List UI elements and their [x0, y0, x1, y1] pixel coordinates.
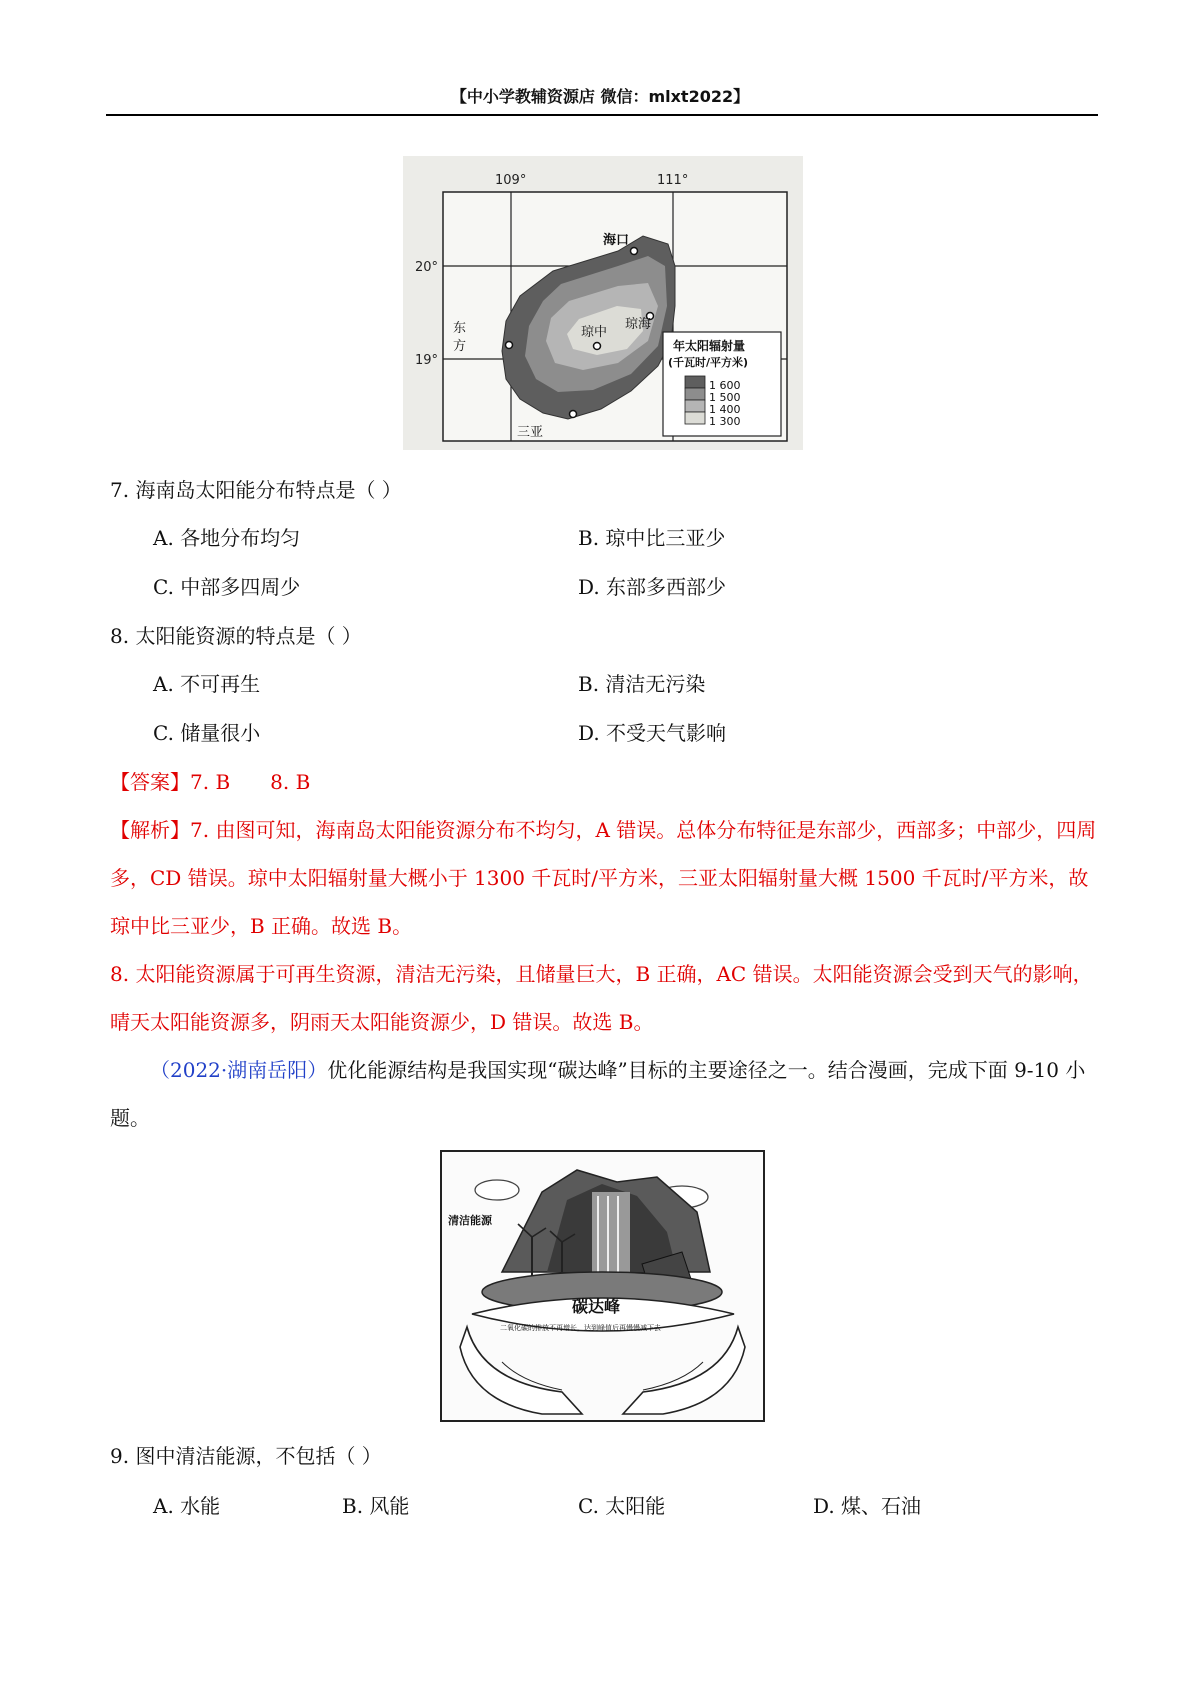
- place-label-haikou: 海口: [603, 233, 630, 248]
- q7-option-b: B. 琼中比三亚少: [578, 526, 726, 550]
- q8-stem: 8. 太阳能资源的特点是（ ）: [110, 624, 362, 648]
- place-label-qionghai: 琼海: [625, 317, 652, 332]
- q8-option-d: D. 不受天气影响: [578, 721, 727, 745]
- analysis-block: [110, 806, 1100, 1046]
- legend-value: 1 600: [709, 379, 741, 392]
- cartoon-caption: 二氧化碳的排放不再增长，达到峰值后再慢慢减下去: [500, 1324, 661, 1332]
- q8-option-b: B. 清洁无污染: [578, 672, 706, 696]
- cartoon-title: 碳达峰: [572, 1297, 621, 1316]
- lat-label: 19°: [415, 353, 439, 368]
- place-label-qiongzhong: 琼中: [581, 325, 608, 340]
- q9-option-a: A. 水能: [153, 1494, 221, 1518]
- answer-line: [110, 772, 310, 792]
- carbon-peak-cartoon: [440, 1150, 765, 1422]
- lat-label: 20°: [415, 260, 439, 275]
- q7-option-c: C. 中部多四周少: [153, 575, 301, 599]
- legend-value: 1 300: [709, 415, 741, 428]
- q7-option-d: D. 东部多西部少: [578, 575, 727, 599]
- place-label-dongfang-2: 方: [453, 339, 467, 354]
- q7-stem: 7. 海南岛太阳能分布特点是（ ）: [110, 478, 402, 502]
- analysis-paragraph-7: 【解析】7. 由图可知，海南岛太阳能资源分布不均匀，A 错误。总体分布特征是东部少，西部多；中部少，四周多，CD 错误。琼中太阳辐射量大概小于 1300 千瓦时/平方米，三亚太阳辐射量大概 1500 千瓦时/平方米，故琼中比三亚少，B 正确。故选 B。: [110, 818, 1097, 938]
- place-label-sanya: 三亚: [517, 425, 544, 440]
- lon-label: 111°: [657, 173, 689, 188]
- legend-value: 1 500: [709, 391, 741, 404]
- header-divider: [106, 114, 1098, 116]
- answer-q8: 8. B: [270, 770, 311, 794]
- q8-option-a: A. 不可再生: [153, 672, 261, 696]
- answer-q7: 7. B: [190, 770, 231, 794]
- page-header: 【中小学教辅资源店 微信：mlxt2022】: [450, 87, 750, 106]
- q9-option-c: C. 太阳能: [578, 1494, 666, 1518]
- legend-unit: (千瓦时/平方米): [668, 356, 749, 369]
- q9-option-b: B. 风能: [342, 1494, 410, 1518]
- lon-label: 109°: [495, 173, 527, 188]
- intro-paragraph: [110, 1046, 1100, 1142]
- analysis-paragraph-8: 8. 太阳能资源属于可再生资源，清洁无污染，且储量巨大，B 正确，AC 错误。太阳能资源会受到天气的影响，晴天太阳能资源多，阴雨天太阳能资源少，D 错误。故选 B。: [110, 962, 1093, 1034]
- legend-value: 1 400: [709, 403, 741, 416]
- hainan-solar-map: [403, 156, 803, 450]
- place-label-dongfang-1: 东: [453, 321, 467, 336]
- answer-label: 【答案】: [110, 770, 190, 794]
- source-tag: （2022·湖南岳阳）: [150, 1058, 328, 1082]
- q7-option-a: A. 各地分布均匀: [153, 526, 301, 550]
- q9-option-d: D. 煤、石油: [813, 1494, 922, 1518]
- cartoon-label-clean-energy: 清洁能源: [448, 1214, 492, 1227]
- q8-option-c: C. 储量很小: [153, 721, 261, 745]
- legend-title: 年太阳辐射量: [673, 339, 746, 353]
- q9-stem: 9. 图中清洁能源，不包括（ ）: [110, 1444, 382, 1468]
- intro-text: 优化能源结构是我国实现“碳达峰”目标的主要途径之一。结合漫画，完成下面 9-10 小题。: [110, 1058, 1086, 1130]
